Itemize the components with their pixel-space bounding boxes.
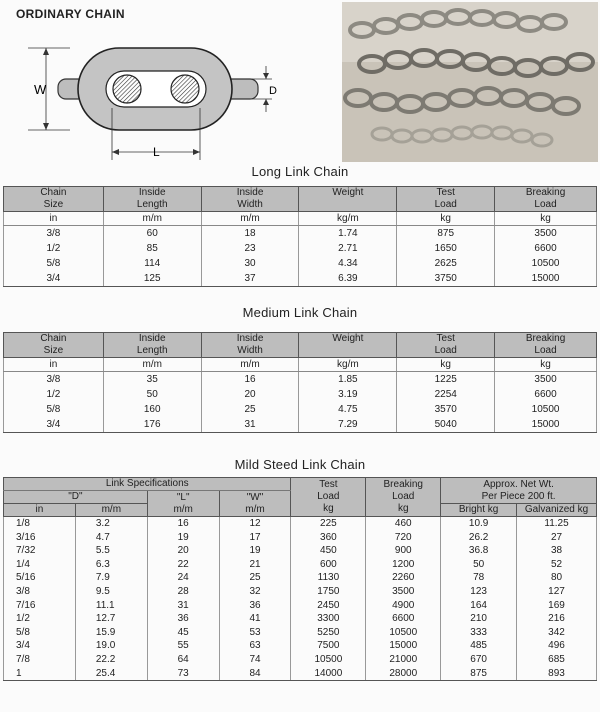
table-cell: 60 [103,226,201,242]
table-row [4,653,597,667]
unit-cell: m/m [201,358,299,372]
table-cell: 160 [103,402,201,417]
table-cell: 6.39 [299,271,397,287]
table-cell: 63 [219,639,291,653]
column-header: Inside Width [201,333,299,358]
table-row [4,531,597,545]
table-cell: 5/8 [4,256,104,271]
table-cell: 125 [103,271,201,287]
table-cell: 169 [517,599,597,613]
table-cell: 3/16 [4,531,76,545]
table-cell: 14000 [291,667,366,681]
table-cell: 600 [291,558,366,572]
table-cell: 5/8 [4,626,76,640]
table-cell: 685 [517,653,597,667]
table-cell: 2450 [291,599,366,613]
table-cell: 36.8 [441,544,517,558]
medium-link-table [3,332,597,433]
table-cell: 6600 [495,387,597,402]
w-dimension-label: W [34,82,47,97]
table-cell: 1750 [291,585,366,599]
unit-cell: in [4,358,104,372]
table-row [4,571,597,585]
unit-cell: kg [495,358,597,372]
table-cell: 15.9 [75,626,147,640]
table-cell: 360 [291,531,366,545]
test-load-header: Test Load kg [291,478,366,517]
table-cell: 4.75 [299,402,397,417]
d-col-header: "D" [4,491,148,504]
table-cell: 485 [441,639,517,653]
table-cell: 210 [441,612,517,626]
table-cell: 875 [397,226,495,242]
table-cell: 22 [147,558,219,572]
table-row [4,626,597,640]
table-cell: 73 [147,667,219,681]
table-cell: 50 [103,387,201,402]
table-cell: 37 [201,271,299,287]
chains-photo [342,2,598,162]
table-cell: 45 [147,626,219,640]
table-cell: 4.34 [299,256,397,271]
page-title: ORDINARY CHAIN [16,7,125,21]
in-subheader: in [4,504,76,517]
table-cell: 1/8 [4,517,76,531]
l-col-header: "L" m/m [147,491,219,517]
table-cell: 3/8 [4,226,104,242]
table-cell: 25.4 [75,667,147,681]
table-cell: 6600 [366,612,441,626]
table-cell: 22.2 [75,653,147,667]
chain-link-diagram [10,28,280,170]
table-cell: 84 [219,667,291,681]
unit-cell: kg [397,212,495,226]
table-cell: 38 [517,544,597,558]
column-header: Weight [299,333,397,358]
table-cell: 7.9 [75,571,147,585]
units-row [4,212,597,226]
table-cell: 123 [441,585,517,599]
table-cell: 1/2 [4,387,104,402]
mild-steel-table [3,477,597,681]
table-cell: 23 [201,241,299,256]
unit-cell: m/m [103,358,201,372]
table-row [4,256,597,271]
table-cell: 5.5 [75,544,147,558]
table-row [4,417,597,433]
table-cell: 4.7 [75,531,147,545]
table-cell: 342 [517,626,597,640]
table-cell: 32 [219,585,291,599]
table-cell: 10500 [291,653,366,667]
unit-cell: in [4,212,104,226]
table-cell: 1/2 [4,612,76,626]
table-cell: 3/8 [4,372,104,388]
table-cell: 24 [147,571,219,585]
column-header: Test Load [397,333,495,358]
table-cell: 3570 [397,402,495,417]
table-cell: 3300 [291,612,366,626]
table-cell: 25 [201,402,299,417]
table-cell: 20 [147,544,219,558]
link-spec-header: Link Specifications [4,478,291,491]
table-row [4,558,597,572]
table-cell: 12.7 [75,612,147,626]
column-header: Inside Width [201,187,299,212]
table-cell: 50 [441,558,517,572]
table-cell: 225 [291,517,366,531]
unit-cell: kg/m [299,212,397,226]
table-cell: 2625 [397,256,495,271]
table-cell: 2260 [366,571,441,585]
table-cell: 875 [441,667,517,681]
table-cell: 25 [219,571,291,585]
table-cell: 15000 [495,271,597,287]
table-cell: 31 [201,417,299,433]
table-cell: 2254 [397,387,495,402]
table-cell: 80 [517,571,597,585]
table-cell: 1130 [291,571,366,585]
table-cell: 900 [366,544,441,558]
column-header: Breaking Load [495,333,597,358]
table-cell: 16 [201,372,299,388]
table-cell: 15000 [495,417,597,433]
table-row [4,639,597,653]
table-cell: 5/16 [4,571,76,585]
table-cell: 7500 [291,639,366,653]
table-cell: 9.5 [75,585,147,599]
table-cell: 3750 [397,271,495,287]
unit-cell: m/m [103,212,201,226]
table-cell: 1/4 [4,558,76,572]
table-cell: 85 [103,241,201,256]
unit-cell: kg [495,212,597,226]
w-col-header: "W" m/m [219,491,291,517]
net-weight-header: Approx. Net Wt. Per Piece 200 ft. [441,478,597,504]
table-cell: 7/32 [4,544,76,558]
table-cell: 3/4 [4,417,104,433]
table-cell: 10500 [495,256,597,271]
table-cell: 10500 [495,402,597,417]
column-header: Test Load [397,187,495,212]
table-row [4,402,597,417]
table-cell: 78 [441,571,517,585]
table-cell: 74 [219,653,291,667]
table-cell: 893 [517,667,597,681]
table-cell: 11.25 [517,517,597,531]
table-cell: 7/8 [4,653,76,667]
table-cell: 21000 [366,653,441,667]
table-cell: 7/16 [4,599,76,613]
table-cell: 28 [147,585,219,599]
table-cell: 450 [291,544,366,558]
table-cell: 17 [219,531,291,545]
table-cell: 3500 [495,372,597,388]
table-cell: 27 [517,531,597,545]
table-cell: 41 [219,612,291,626]
table-cell: 1/2 [4,241,104,256]
breaking-load-header: Breaking Load kg [366,478,441,517]
table-row [4,372,597,388]
mild-steel-title: Mild Steed Link Chain [234,457,366,472]
table-cell: 31 [147,599,219,613]
unit-cell: kg/m [299,358,397,372]
table-cell: 35 [103,372,201,388]
column-header: Chain Size [4,187,104,212]
table-cell: 1650 [397,241,495,256]
table-cell: 7.29 [299,417,397,433]
table-cell: 1.74 [299,226,397,242]
table-cell: 3/8 [4,585,76,599]
table-cell: 460 [366,517,441,531]
table-cell: 1 [4,667,76,681]
mm-subheader: m/m [75,504,147,517]
table-cell: 52 [517,558,597,572]
table-cell: 5/8 [4,402,104,417]
table-row [4,241,597,256]
column-header: Chain Size [4,333,104,358]
table-cell: 15000 [366,639,441,653]
long-link-title: Long Link Chain [251,164,349,179]
table-cell: 64 [147,653,219,667]
table-cell: 19.0 [75,639,147,653]
table-row [4,667,597,681]
table-cell: 5250 [291,626,366,640]
table-cell: 1200 [366,558,441,572]
table-cell: 12 [219,517,291,531]
units-row [4,358,597,372]
table-cell: 114 [103,256,201,271]
table-cell: 55 [147,639,219,653]
table-cell: 3/4 [4,639,76,653]
table-cell: 3500 [366,585,441,599]
table-cell: 36 [219,599,291,613]
table-cell: 5040 [397,417,495,433]
table-cell: 30 [201,256,299,271]
table-cell: 16 [147,517,219,531]
table-cell: 1.85 [299,372,397,388]
table-cell: 333 [441,626,517,640]
table-cell: 26.2 [441,531,517,545]
table-cell: 53 [219,626,291,640]
unit-cell: kg [397,358,495,372]
table-cell: 18 [201,226,299,242]
column-header: Inside Length [103,187,201,212]
table-cell: 10500 [366,626,441,640]
table-cell: 20 [201,387,299,402]
table-cell: 6.3 [75,558,147,572]
table-cell: 21 [219,558,291,572]
table-row [4,544,597,558]
table-row [4,585,597,599]
table-cell: 4900 [366,599,441,613]
column-header: Breaking Load [495,187,597,212]
d-dimension-label: D [269,85,277,97]
table-cell: 11.1 [75,599,147,613]
table-cell: 216 [517,612,597,626]
table-cell: 3/4 [4,271,104,287]
table-cell: 10.9 [441,517,517,531]
table-row [4,517,597,531]
table-cell: 496 [517,639,597,653]
unit-cell: m/m [201,212,299,226]
table-cell: 164 [441,599,517,613]
table-cell: 36 [147,612,219,626]
table-cell: 670 [441,653,517,667]
table-cell: 1225 [397,372,495,388]
table-cell: 127 [517,585,597,599]
table-cell: 3500 [495,226,597,242]
table-cell: 19 [147,531,219,545]
column-header: Inside Length [103,333,201,358]
table-cell: 2.71 [299,241,397,256]
table-cell: 176 [103,417,201,433]
table-row [4,599,597,613]
table-cell: 720 [366,531,441,545]
medium-link-title: Medium Link Chain [242,305,358,320]
l-dimension-label: L [153,145,160,159]
table-cell: 3.2 [75,517,147,531]
table-row [4,612,597,626]
bright-subheader: Bright kg [441,504,517,517]
column-header: Weight [299,187,397,212]
table-cell: 28000 [366,667,441,681]
table-row [4,226,597,242]
table-cell: 19 [219,544,291,558]
table-cell: 6600 [495,241,597,256]
long-link-table [3,186,597,287]
table-cell: 3.19 [299,387,397,402]
table-row [4,387,597,402]
galvanized-subheader: Galvanized kg [517,504,597,517]
table-row [4,271,597,287]
